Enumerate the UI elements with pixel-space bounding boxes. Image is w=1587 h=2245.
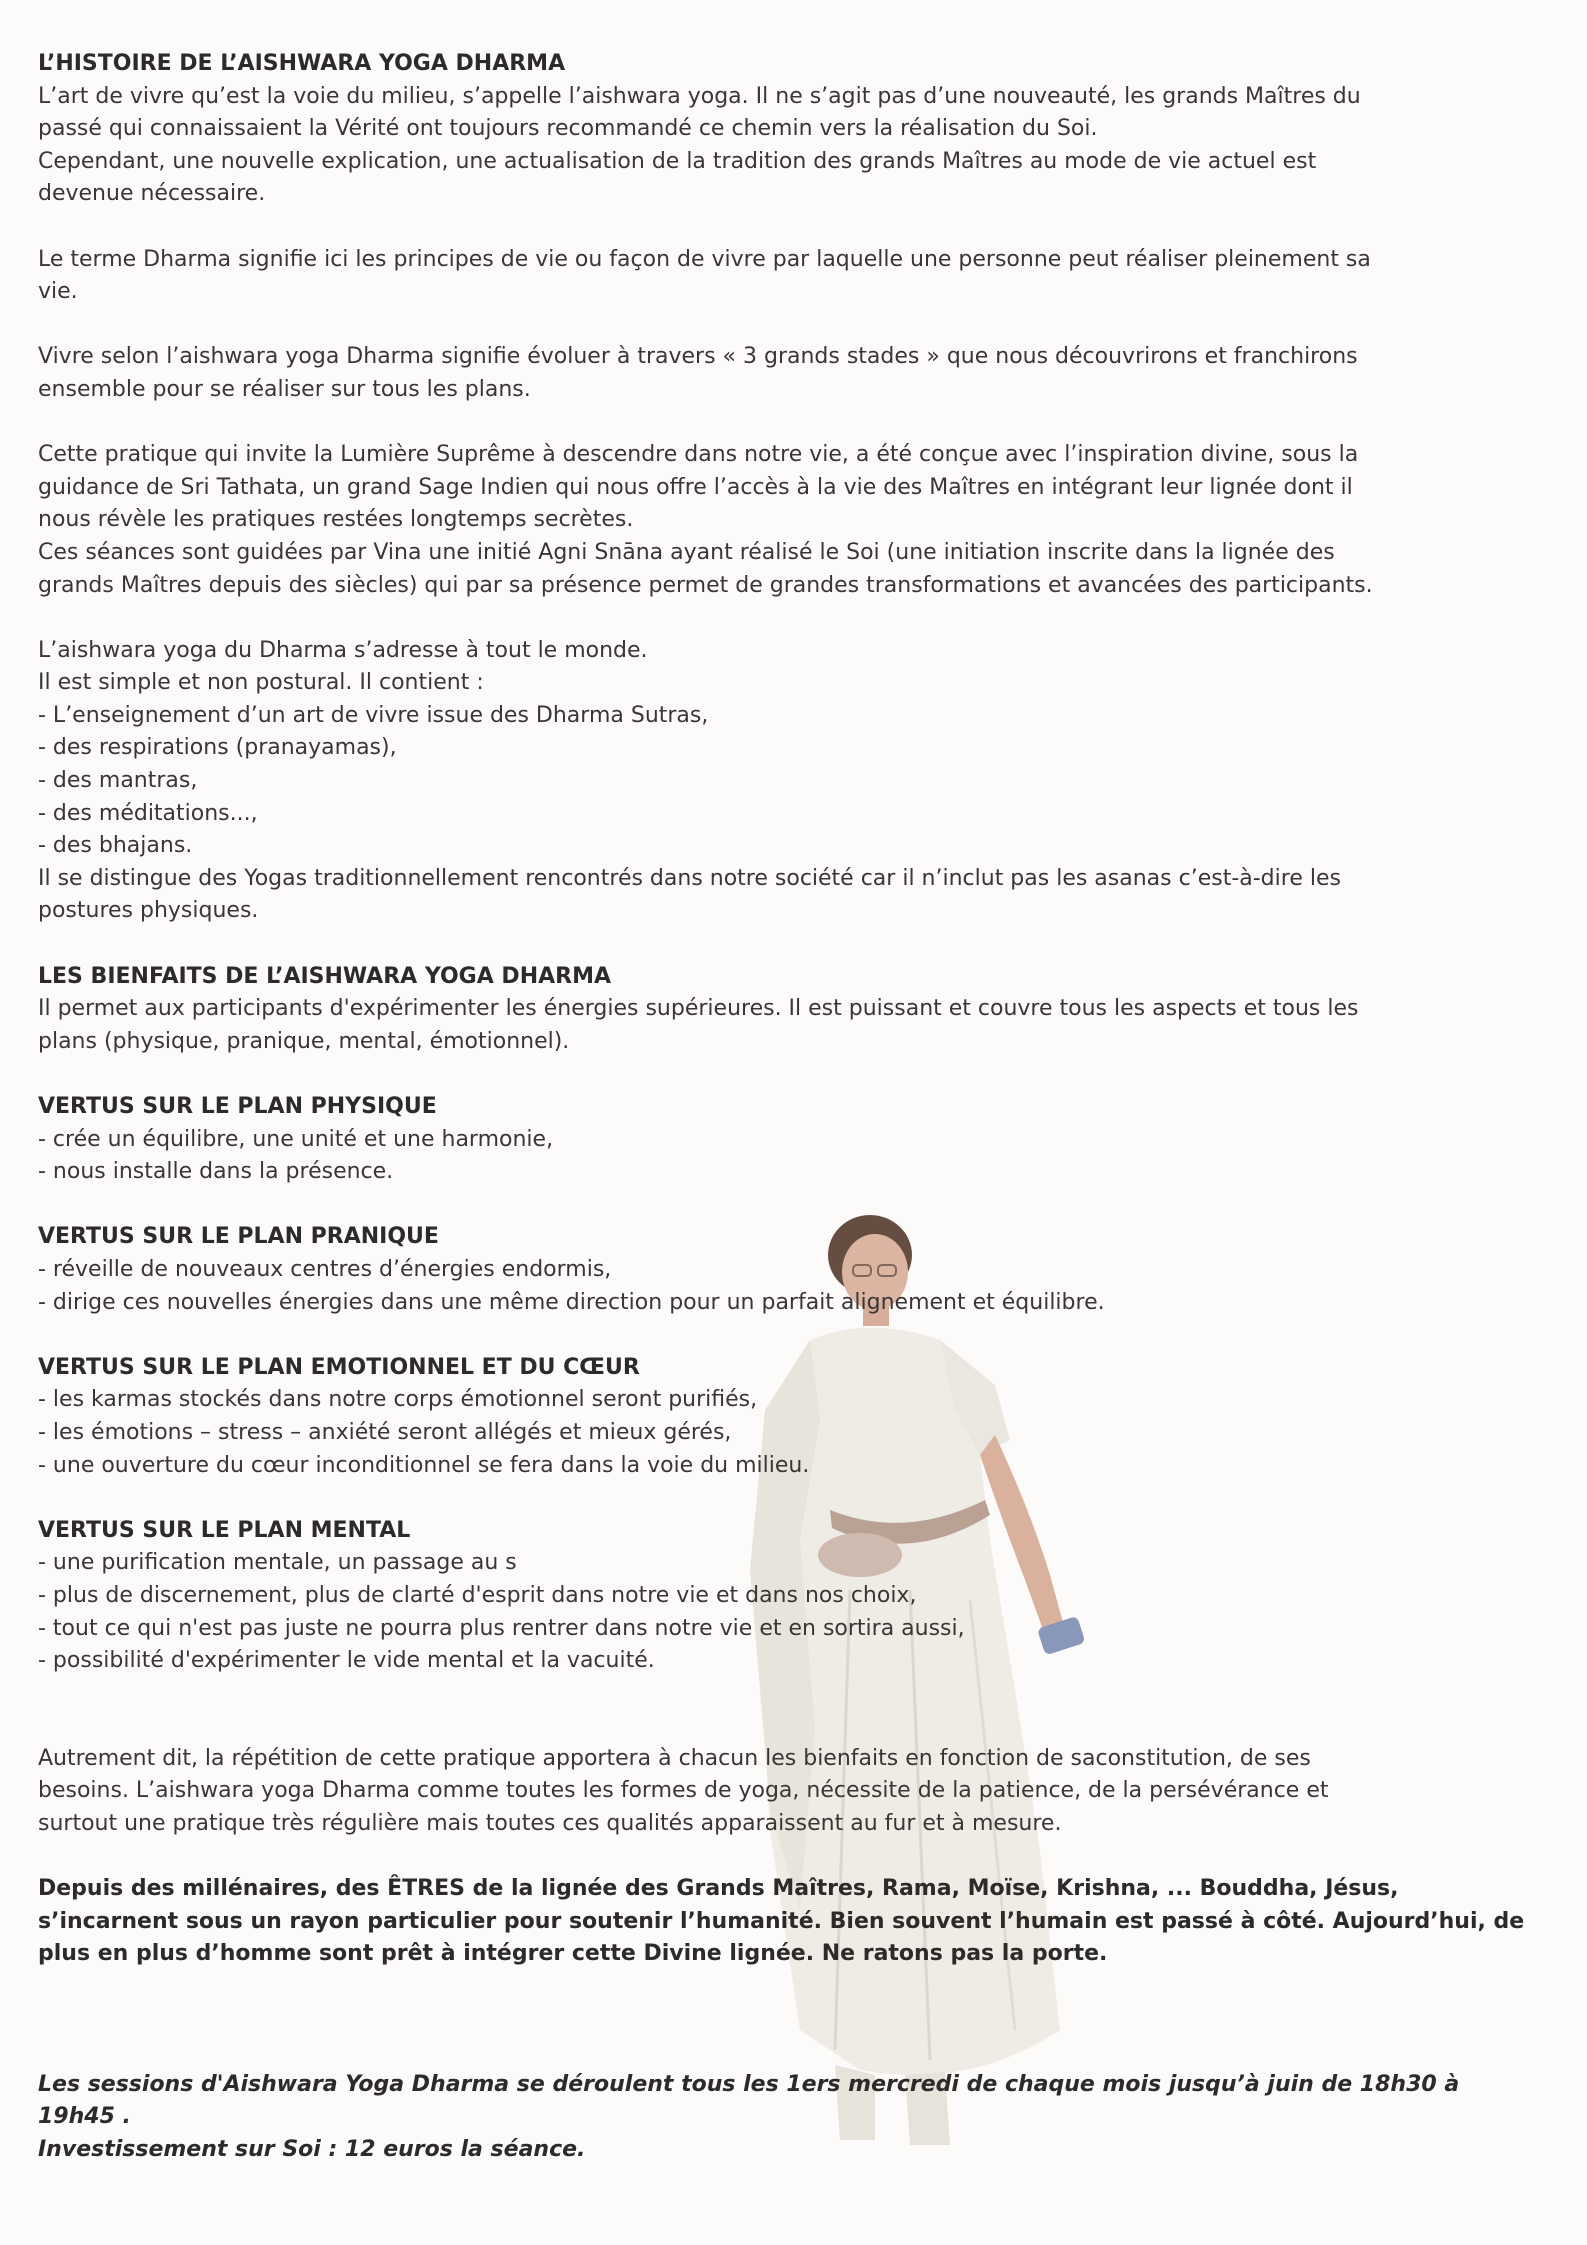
text-line: Il se distingue des Yogas traditionnellement rencontrés dans notre société car il n’inclut pas les asanas c’est-à-dire les bbox=[38, 865, 1341, 891]
list-item: - plus de discernement, plus de clarté d'esprit dans notre vie et dans nos choix, bbox=[38, 1582, 917, 1608]
list-item: - nous installe dans la présence. bbox=[38, 1159, 394, 1185]
list-item: - des méditations..., bbox=[38, 800, 258, 826]
sessions-info: 19h45 . bbox=[38, 2104, 131, 2130]
list-item: - réveille de nouveaux centres d’énergies endormis, bbox=[38, 1256, 612, 1282]
text-line: besoins. L’aishwara yoga Dharma comme toutes les formes de yoga, nécessite de la patience, de la persévérance et bbox=[38, 1778, 1329, 1804]
document-body bbox=[38, 48, 1538, 2167]
section-title-emotionnel: VERTUS SUR LE PLAN EMOTIONNEL ET DU CŒUR bbox=[38, 1354, 640, 1380]
text-line: Cependant, une nouvelle explication, une actualisation de la tradition des grands Maîtres au mode de vie actuel est bbox=[38, 148, 1317, 174]
text-line: Le terme Dharma signifie ici les principes de vie ou façon de vivre par laquelle une personne peut réaliser pleinement sa bbox=[38, 246, 1371, 272]
text-line: ensemble pour se réaliser sur tous les plans. bbox=[38, 376, 531, 402]
text-line: Vivre selon l’aishwara yoga Dharma signifie évoluer à travers « 3 grands stades » que nous découvrirons et franchirons bbox=[38, 344, 1358, 370]
list-item: - les karmas stockés dans notre corps émotionnel seront purifiés, bbox=[38, 1387, 758, 1413]
list-item: - crée un équilibre, une unité et une harmonie, bbox=[38, 1126, 554, 1152]
text-line: Ces séances sont guidées par Vina une initié Agni Snāna ayant réalisé le Soi (une initiation inscrite dans la lignée des bbox=[38, 539, 1335, 565]
text-line: postures physiques. bbox=[38, 898, 259, 924]
text-line: passé qui connaissaient la Vérité ont toujours recommandé ce chemin vers la réalisation du Soi. bbox=[38, 116, 1098, 142]
bold-text-line: plus en plus d’homme sont prêt à intégrer cette Divine lignée. Ne ratons pas la porte. bbox=[38, 1941, 1108, 1967]
list-item: - L’enseignement d’un art de vivre issue des Dharma Sutras, bbox=[38, 702, 709, 728]
section-title-histoire: L’HISTOIRE DE L’AISHWARA YOGA DHARMA bbox=[38, 51, 566, 76]
text-line: grands Maîtres depuis des siècles) qui par sa présence permet de grandes transformations et avancées des participants. bbox=[38, 572, 1373, 598]
list-item: - les émotions – stress – anxiété seront allégés et mieux gérés, bbox=[38, 1419, 732, 1445]
text-line: Il permet aux participants d'expérimenter les énergies supérieures. Il est puissant et couvre tous les aspects et tous les bbox=[38, 996, 1359, 1022]
section-title-physique: VERTUS SUR LE PLAN PHYSIQUE bbox=[38, 1094, 437, 1119]
section-title-mental: VERTUS SUR LE PLAN MENTAL bbox=[38, 1517, 411, 1543]
list-item: - une ouverture du cœur inconditionnel se fera dans la voie du milieu. bbox=[38, 1452, 810, 1478]
text-line: Cette pratique qui invite la Lumière Suprême à descendre dans notre vie, a été conçue avec l’inspiration divine, sous la bbox=[38, 442, 1359, 468]
text-line: vie. bbox=[38, 279, 78, 305]
text-line: nous révèle les pratiques restées longtemps secrètes. bbox=[38, 507, 634, 533]
text-line: L’art de vivre qu’est la voie du milieu, s’appelle l’aishwara yoga. Il ne s’agit pas d’une nouveauté, les grands Maîtres du bbox=[38, 83, 1361, 109]
text-line: plans (physique, pranique, mental, émotionnel). bbox=[38, 1028, 570, 1054]
list-item: - des respirations (pranayamas), bbox=[38, 735, 397, 761]
list-item: - dirige ces nouvelles énergies dans une même direction pour un parfait alignement et équilibre. bbox=[38, 1289, 1105, 1315]
bold-text-line: s’incarnent sous un rayon particulier pour soutenir l’humanité. Bien souvent l’humain est passé à côté. Aujourd’hui, de bbox=[38, 1908, 1525, 1934]
list-item: - des bhajans. bbox=[38, 833, 193, 859]
section-title-pranique: VERTUS SUR LE PLAN PRANIQUE bbox=[38, 1224, 439, 1250]
text-line: guidance de Sri Tathata, un grand Sage Indien qui nous offre l’accès à la vie des Maîtres en intégrant leur lignée dont il bbox=[38, 474, 1353, 500]
list-item: - une purification mentale, un passage au s bbox=[38, 1550, 517, 1576]
text-line: Il est simple et non postural. Il contient : bbox=[38, 670, 484, 696]
price-info: Investissement sur Soi : 12 euros la séance. bbox=[38, 2137, 586, 2163]
list-item: - tout ce qui n'est pas juste ne pourra plus rentrer dans notre vie et en sortira aussi, bbox=[38, 1615, 965, 1641]
list-item: - des mantras, bbox=[38, 768, 198, 794]
text-line: L’aishwara yoga du Dharma s’adresse à tout le monde. bbox=[38, 637, 648, 663]
text-line: devenue nécessaire. bbox=[38, 181, 266, 207]
text-line: Autrement dit, la répétition de cette pratique apportera à chacun les bienfaits en fonction de saconstitution, de ses bbox=[38, 1745, 1311, 1771]
sessions-info: Les sessions d'Aishwara Yoga Dharma se déroulent tous les 1ers mercredi de chaque mois jusqu’à juin de 18h30 à bbox=[38, 2071, 1460, 2097]
section-title-bienfaits: LES BIENFAITS DE L’AISHWARA YOGA DHARMA bbox=[38, 963, 611, 989]
text-line: surtout une pratique très régulière mais toutes ces qualités apparaissent au fur et à mesure. bbox=[38, 1810, 1062, 1836]
bold-text-line: Depuis des millénaires, des ÊTRES de la lignée des Grands Maîtres, Rama, Moïse, Krishna, ... Bouddha, Jésus, bbox=[38, 1876, 1399, 1902]
list-item: - possibilité d'expérimenter le vide mental et la vacuité. bbox=[38, 1648, 655, 1674]
